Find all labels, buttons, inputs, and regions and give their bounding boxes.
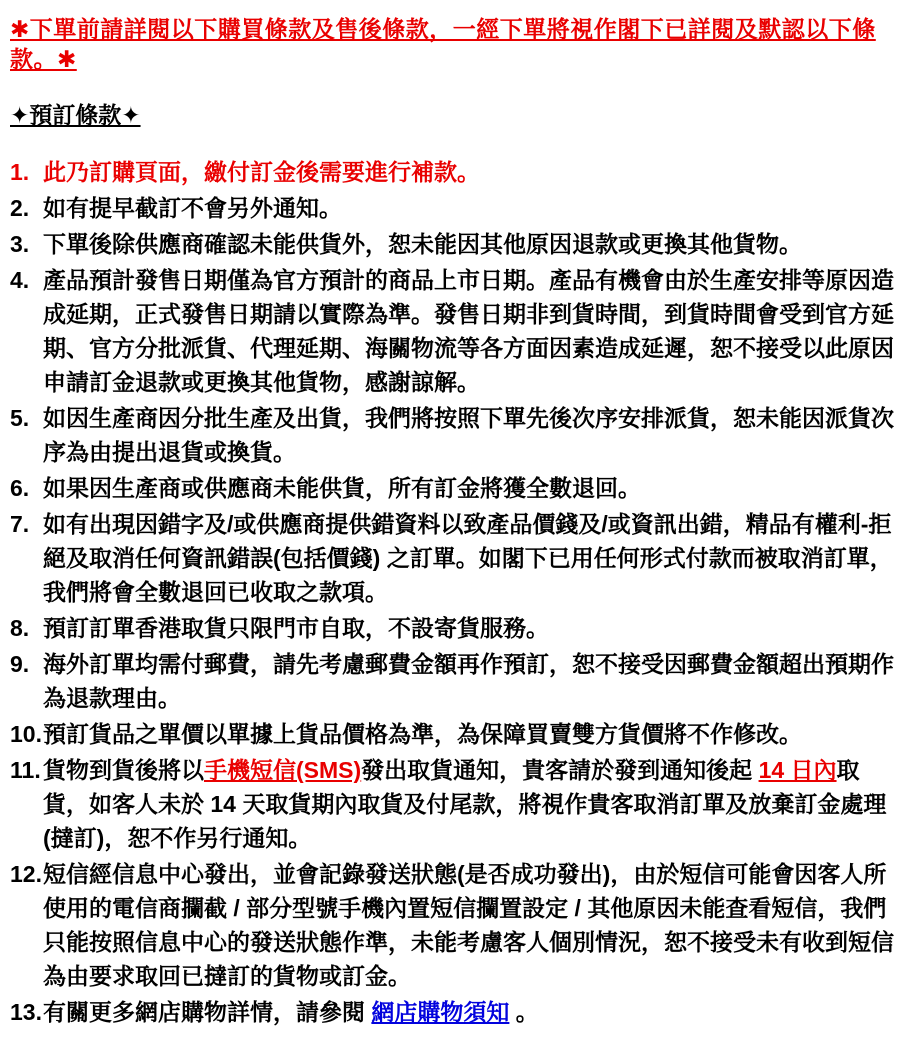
term-text-segment: 。: [509, 999, 539, 1025]
term-number: 5.: [10, 405, 30, 431]
term-number: 1.: [10, 159, 30, 185]
term-text: 預訂訂單香港取貨只限門市自取，不設寄貨服務。: [43, 615, 549, 641]
term-text: [43, 753, 899, 855]
term-number: 12.: [10, 861, 42, 887]
term-text: 下單後除供應商確認未能供貨外，恕未能因其他原因退款或更換其他貨物。: [43, 231, 802, 257]
term-text-segment: 發出取貨通知，貴客請於發到通知後起: [361, 757, 759, 783]
section-title-preorder-terms: ✦預訂條款✦: [10, 102, 141, 128]
term-item-7: [10, 507, 899, 609]
term-item-13: [10, 995, 899, 1029]
term-text: 產品預計發售日期僅為官方預計的商品上市日期。產品有機會由於生產安排等原因造成延期，正式發售日期請以實際為準。發售日期非到貨時間，到貨時間會受到官方延期、官方分批派貨、代理延期、海關物流等各方面因素造成延遲，恕不接受以此原因申請訂金退款或更換其他貨物，感謝諒解。: [43, 267, 894, 395]
term-number: 9.: [10, 651, 30, 677]
sms-highlight: 手機短信(SMS): [204, 757, 362, 783]
term-text: 此乃訂購頁面，繳付訂金後需要進行補款。: [43, 159, 480, 185]
term-text-segment: 貨物到貨後將以: [43, 757, 204, 783]
term-text: [43, 995, 899, 1029]
term-number: 11.: [10, 757, 41, 783]
term-item-6: [10, 471, 899, 505]
term-text: 短信經信息中心發出，並會記錄發送狀態(是否成功發出)，由於短信可能會因客人所使用的電信商攔截 / 部分型號手機內置短信攔置設定 / 其他原因未能查看短信，我們只能按照信息中心的發送狀態作準，未能考慮客人個別情況，恕不接受未有收到短信為由要求取回已撻訂的貨物或訂金。: [43, 861, 894, 989]
term-number: 6.: [10, 475, 30, 501]
term-text: 如有出現因錯字及/或供應商提供錯資料以致產品價錢及/或資訊出錯，精品有權利-拒絕及取消任何資訊錯誤(包括價錢) 之訂單。如閣下已用任何形式付款而被取消訂單，我們將會全數退回已收取之款項。: [43, 511, 893, 605]
term-item-5: [10, 401, 899, 469]
term-text-segment: 有關更多網店購物詳情，請參閱: [43, 999, 372, 1025]
term-item-11: [10, 753, 899, 855]
pickup-deadline-highlight: 14 日內: [758, 757, 837, 783]
term-number: 13.: [10, 999, 42, 1025]
term-text: 海外訂單均需付郵費，請先考慮郵費金額再作預訂，恕不接受因郵費金額超出預期作為退款理由。: [43, 651, 894, 711]
term-item-12: [10, 857, 899, 993]
term-item-8: [10, 611, 899, 645]
term-text: 如果因生產商或供應商未能供貨，所有訂金將獲全數退回。: [43, 475, 641, 501]
purchase-notice-banner: ✱下單前請詳閱以下購買條款及售後條款，一經下單將視作閣下已詳閱及默認以下條款。✱: [10, 16, 876, 72]
term-number: 3.: [10, 231, 30, 257]
term-item-4: [10, 263, 899, 399]
term-item-10: [10, 717, 899, 751]
shop-guide-link[interactable]: 網店購物須知: [371, 999, 510, 1025]
term-text-segment: 取貨，如客人未於 14 天取貨期內取貨及付尾款，將視作貴客取消訂單及放棄訂金處理(撻訂)，恕不作另行通知。: [43, 757, 887, 851]
term-item-1: [10, 155, 899, 189]
term-text: 如因生產商因分批生產及出貨，我們將按照下單先後次序安排派貨，恕未能因派貨次序為由提出退貨或換貨。: [43, 405, 894, 465]
terms-list: [10, 155, 899, 1029]
term-number: 8.: [10, 615, 30, 641]
term-number: 7.: [10, 511, 30, 537]
term-text: 預訂貨品之單價以單據上貨品價格為準，為保障買賣雙方貨價將不作修改。: [43, 721, 802, 747]
term-number: 4.: [10, 267, 30, 293]
term-item-3: [10, 227, 899, 261]
term-number: 10.: [10, 721, 42, 747]
term-number: 2.: [10, 195, 30, 221]
term-text: 如有提早截訂不會另外通知。: [43, 195, 342, 221]
term-item-2: [10, 191, 899, 225]
term-item-9: [10, 647, 899, 715]
